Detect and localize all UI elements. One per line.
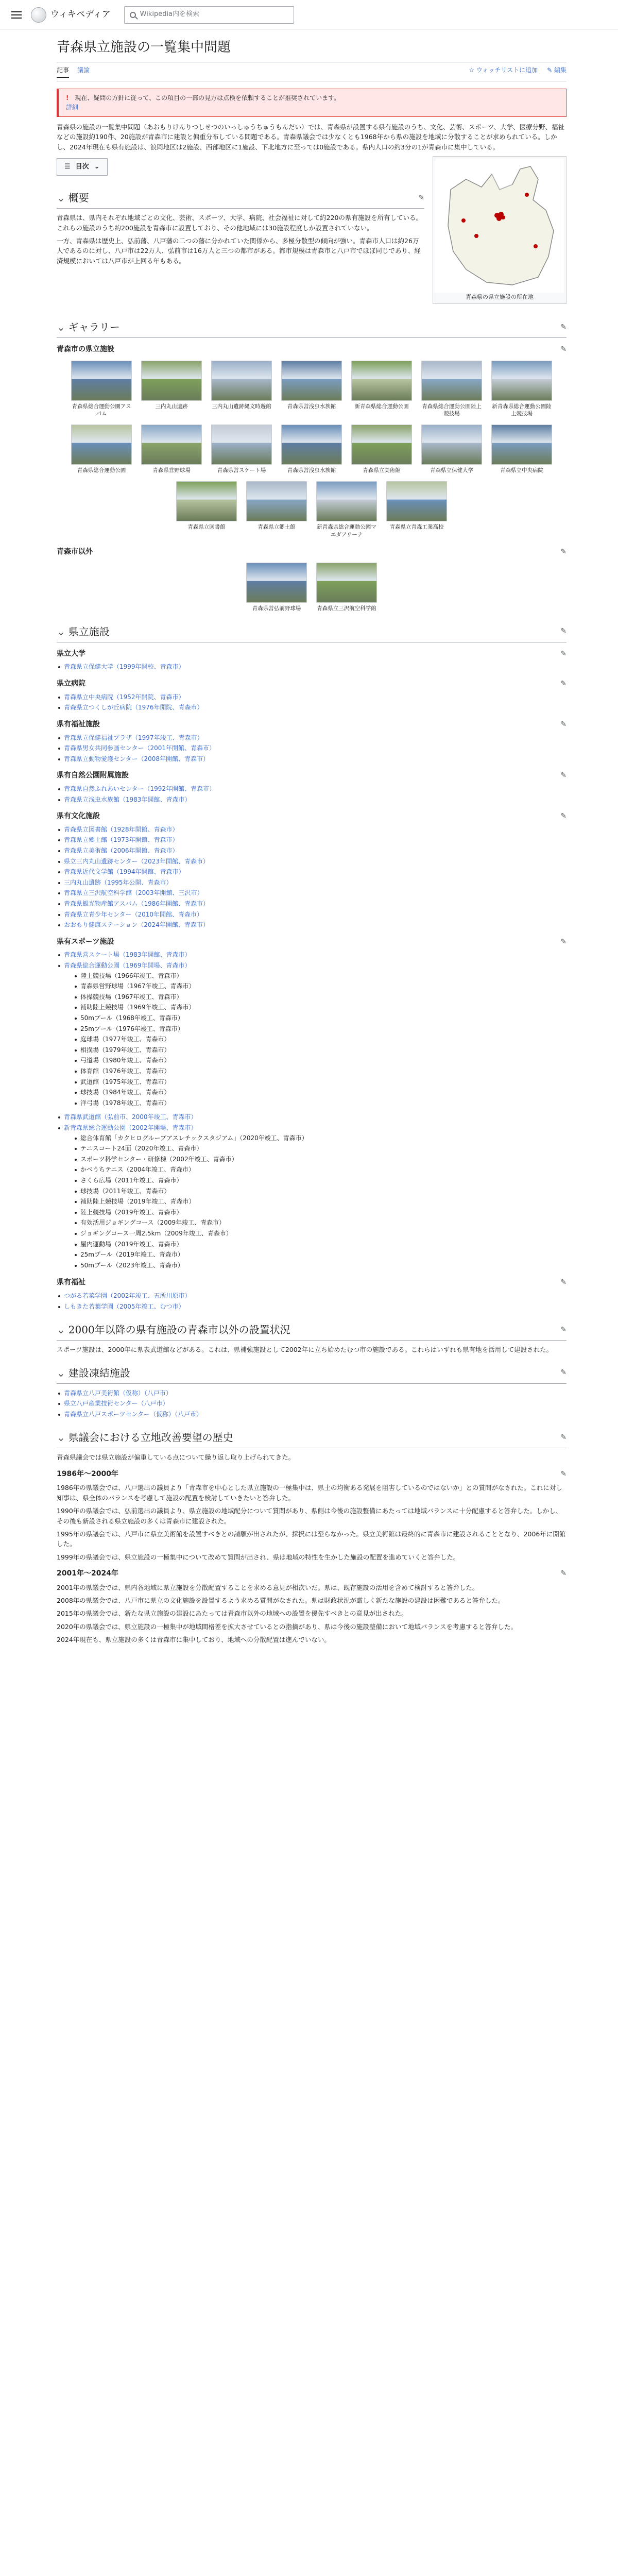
list-item[interactable]	[57, 733, 566, 743]
list-item[interactable]	[57, 692, 566, 703]
list-item[interactable]	[57, 1301, 566, 1312]
gallery-photo[interactable]	[316, 563, 377, 603]
gallery-item[interactable]	[491, 425, 552, 474]
gallery-caption: 青森県総合運動公園アスパム	[72, 403, 131, 417]
culture2-list	[57, 824, 566, 930]
list-item-label[interactable]: 三内丸山遺跡（1995年公開、青森市）	[64, 878, 173, 886]
era1-paragraph: 1999年の県議会では、県立施設の一極集中について改めて質問が出され、県は地域の特性を生かした施設の配置を進めていくと答弁した。	[57, 1553, 460, 1561]
chevron-down-icon: ⌄	[94, 163, 100, 171]
edit-pencil-icon[interactable]: ✎	[560, 1278, 566, 1287]
gallery-item[interactable]	[141, 361, 202, 417]
gallery-item[interactable]	[386, 481, 447, 538]
gallery-photo[interactable]	[211, 425, 272, 465]
list-item-label[interactable]: 青森県立保健大学（1999年開校、青森市）	[64, 663, 185, 671]
gallery-photo[interactable]	[316, 481, 377, 521]
gallery-caption: 青森県立中央病院	[500, 467, 543, 474]
list-item-label[interactable]: 青森県立動物愛護センター（2008年開館、青森市）	[64, 755, 210, 762]
gallery-photo[interactable]	[491, 425, 552, 465]
welfare-title: 県有福祉施設	[57, 720, 100, 728]
list-item-label[interactable]: 青森県総合運動公園（1969年開場、青森市）	[64, 962, 191, 970]
list-item[interactable]	[57, 1409, 566, 1420]
list-item-label[interactable]: 青森県立三沢航空科学館（2003年開館、三沢市）	[64, 889, 203, 897]
sub-list-item: 弓道場（1980年竣工、青森市）	[73, 1055, 566, 1066]
overview-text-2: 一方、青森県は歴史上、弘前藩、八戸藩の二つの藩に分かれていた関係から、多極分散型の傾向が強い。青森市人口は約26万人であるのに対し、八戸市は22万人、弘前市は16万人と三つの都市がある。都市規模は青森市と八戸市でほぼ同じであり、経済規模においては八戸市が上回る年もある。	[57, 237, 421, 265]
gallery-item[interactable]	[351, 425, 412, 474]
gallery-caption: 青森県総合運動公園	[77, 467, 126, 474]
list-item-label[interactable]: つがる若菜学園（2002年竣工、五所川原市）	[64, 1292, 191, 1299]
sub-list-item: 洋弓場（1978年竣工、青森市）	[73, 1098, 566, 1109]
sub-list-item: 体育館（1976年竣工、青森市）	[73, 1066, 566, 1077]
list-item-label[interactable]: 青森県立保健福祉プラザ（1997年竣工、青森市）	[64, 734, 203, 741]
gallery-item[interactable]	[421, 361, 482, 417]
list-item-label[interactable]: おおもり健康ステーション（2024年開館、青森市）	[64, 921, 209, 929]
section-plan-heading: ⌄ 建設凍結施設 ✎	[57, 1362, 566, 1384]
list-item[interactable]	[57, 950, 566, 960]
gallery-caption: 三内丸山遺跡	[155, 403, 188, 410]
watch-label: ウォッチリストに追加	[476, 66, 538, 74]
list-item-label[interactable]: 青森県営スケート場（1983年開館、青森市）	[64, 951, 191, 959]
list-item-label[interactable]: 青森県立青少年センター（2010年開館、青森市）	[64, 910, 203, 918]
gallery-caption: 青森県総合運動公園陸上競技場	[422, 403, 482, 417]
era1-heading	[57, 1469, 566, 1480]
gallery-caption: 青森県立三沢航空科学館	[317, 605, 376, 612]
gallery-caption: 青森県営浅虫水族館	[287, 467, 336, 474]
list-item[interactable]	[57, 856, 566, 867]
top-bar	[0, 0, 618, 30]
list-item[interactable]	[57, 877, 566, 888]
gallery-photo[interactable]	[141, 361, 202, 401]
gallery-caption: 青森県立郷土館	[258, 524, 296, 531]
gallery-item[interactable]	[421, 425, 482, 474]
gallery-item[interactable]	[316, 563, 377, 612]
gallery-item[interactable]	[316, 481, 377, 538]
sub-list-item: 球技場（1984年竣工、青森市）	[73, 1087, 566, 1098]
gallery-item[interactable]	[281, 361, 342, 417]
menu-icon[interactable]	[11, 11, 22, 19]
hospital-title: 県立病院	[57, 679, 85, 688]
list-item-label[interactable]: 青森県近代文学館（1994年開館、青森市）	[64, 868, 185, 876]
section-after2000-title: 2000年以降の県有施設の青森市以外の設置状況	[68, 1324, 290, 1336]
map-figure	[433, 156, 566, 304]
sub-list-item: 体操競技場（1967年竣工、青森市）	[73, 992, 566, 1003]
list-item-label[interactable]: 青森県男女共同参画センター（2001年開館、青森市）	[64, 744, 216, 752]
history-text: 青森県議会では県立施設が偏重している点について繰り返し取り上げられてきた。	[57, 1453, 295, 1462]
search-input[interactable]	[124, 6, 294, 24]
gallery-other	[57, 563, 566, 612]
other-title: 青森市以外	[57, 547, 93, 556]
gallery-photo[interactable]	[211, 361, 272, 401]
sports-list	[57, 950, 566, 1109]
list-item[interactable]	[57, 867, 566, 877]
gallery-item[interactable]	[141, 425, 202, 474]
sub-list	[73, 971, 566, 1109]
section-gallery-title: ギャラリー	[68, 321, 120, 334]
toc-label: 目次	[75, 163, 89, 171]
univ-list	[57, 662, 566, 672]
gallery-photo[interactable]	[246, 481, 307, 521]
edit-pencil-icon[interactable]: ✎	[560, 1325, 566, 1334]
era1-paragraph: 1986年の県議会では、八戸選出の議員より「青森市を中心とした県立施設の一極集中は、県土の均衡ある発展を阻害しているのではないか」との質問がなされた。これに対し知事は、県全体のバランスを考慮して施設の配置を検討していきたいと答弁した。	[57, 1484, 562, 1502]
edit-pencil-icon[interactable]: ✎	[560, 771, 566, 780]
welfare2-list	[57, 1291, 566, 1312]
search-placeholder: Wikipedia内を検索	[140, 10, 200, 19]
culture2-title: 県有文化施設	[57, 812, 100, 821]
list-item[interactable]	[57, 702, 566, 713]
gallery-item[interactable]	[281, 425, 342, 474]
sub-list-item: 陸上競技場（1966年竣工、青森市）	[73, 971, 566, 981]
era2-heading	[57, 1568, 566, 1580]
list-item-label[interactable]: 青森県立八戸スポーツセンター（仮称）（八戸市）	[64, 1410, 203, 1418]
edit-pencil-icon[interactable]: ✎	[560, 812, 566, 821]
gallery-photo[interactable]	[246, 563, 307, 603]
gallery-caption: 青森県営スケート場	[217, 467, 266, 474]
gallery-photo[interactable]	[351, 361, 412, 401]
sub-list-item: 50mプール（2023年竣工、青森市）	[73, 1260, 566, 1271]
era1-paragraph: 1995年の県議会では、八戸市に県立美術館を設置すべきとの請願が出されたが、採択には至らなかった。県立美術館は最終的に青森市に建設されることとなり、2006年に開館した。	[57, 1530, 566, 1548]
list-item-label[interactable]: 新青森県総合運動公園（2002年開場、青森市）	[64, 1124, 197, 1131]
toc-button[interactable]	[57, 158, 108, 176]
edit-pencil-icon[interactable]: ✎	[560, 679, 566, 688]
era2-paragraph: 2015年の県議会では、新たな県立施設の建設にあたっては青森市以外の地域への設置を優先すべきとの意見が出された。	[57, 1609, 408, 1618]
list-item-label[interactable]: 青森県立中央病院（1952年開院、青森市）	[64, 693, 185, 701]
section-after2000-heading: ⌄ 2000年以降の県有施設の青森市以外の設置状況 ✎	[57, 1319, 566, 1341]
section-history-title: 県議会における立地改善要望の歴史	[68, 1431, 233, 1444]
list-item[interactable]	[57, 1388, 566, 1399]
list-item-label[interactable]: 青森県立郷土館（1973年開館、青森市）	[64, 836, 179, 844]
warning-icon: !	[66, 94, 69, 101]
overview-text: 青森県は、県内それぞれ地域ごとの文化、芸術、スポーツ、大学、病院、社会福祉に対して約220の県有施設を所有している。これらの施設のうち約200施設を青森市に設置しており、その他地域には30施設程度しか設置されていない。	[57, 214, 422, 232]
gallery-photo[interactable]	[141, 425, 202, 465]
sub-list-item: 総合体育館「カクヒログループアスレチックスタジアム」（2020年竣工、青森市）	[73, 1133, 566, 1144]
list-item[interactable]	[57, 835, 566, 845]
list-item[interactable]	[57, 794, 566, 805]
aomori-city-title: 青森市の県立施設	[57, 345, 114, 354]
list-item[interactable]	[57, 920, 566, 930]
gallery-caption: 新青森県総合運動公園陸上競技場	[492, 403, 552, 417]
sub-list-item: かべうちテニス（2004年竣工、青森市）	[73, 1164, 566, 1175]
tab-article[interactable]: 記事	[57, 65, 69, 78]
section-plan-title: 建設凍結施設	[68, 1366, 130, 1379]
list-item[interactable]	[57, 824, 566, 835]
edit-pencil-icon[interactable]: ✎	[560, 649, 566, 658]
gallery-item[interactable]	[491, 361, 552, 417]
gallery-photo[interactable]	[281, 425, 342, 465]
globe-icon	[31, 7, 46, 23]
list-item-label[interactable]: しもきた若葉学園（2005年竣工、むつ市）	[64, 1302, 185, 1310]
gallery-caption: 新青森県総合運動公園マエダアリーナ	[317, 524, 376, 538]
notice-link[interactable]: 詳細	[66, 104, 79, 111]
main-content	[57, 30, 566, 1669]
era1-paragraph: 1990年の県議会では、弘前選出の議員より、県立施設の地域配分について質問があり、県側は今後の施設整備にあたっては地域バランスに十分配慮すると答弁した。しかし、その後も新設される県立施設の多くは青森市に建設された。	[57, 1507, 562, 1525]
gallery-photo[interactable]	[386, 481, 447, 521]
gallery-caption: 青森県営浅虫水族館	[287, 403, 336, 410]
list-item[interactable]	[57, 662, 566, 672]
cultural-list	[57, 784, 566, 805]
sub-list-item: 補助陸上競技場（1969年竣工、青森市）	[73, 1002, 566, 1013]
list-item[interactable]	[57, 1291, 566, 1301]
gallery-caption: 青森県立美術館	[363, 467, 401, 474]
list-item-label[interactable]: 県立八戸産業技術センター（八戸市）	[64, 1400, 169, 1408]
hospital-list	[57, 692, 566, 713]
after2000-text: スポーツ施設は、2000年に県表武道館などがある。これは、県補強施設として2002年に立ち始めたむつ市の施設である。これらはいずれも県有地を活用して建設された。	[57, 1346, 553, 1354]
gallery-photo[interactable]	[71, 425, 132, 465]
list-item-label[interactable]: 青森県立つくしが丘病院（1976年開院、青森市）	[64, 704, 203, 711]
edit-pencil-icon[interactable]: ✎	[418, 194, 424, 202]
hospital-heading	[57, 679, 566, 690]
edit-button[interactable]: ✎ 編集	[547, 66, 566, 74]
sub-list-item: 青森県営野球場（1967年竣工、青森市）	[73, 981, 566, 992]
list-item[interactable]	[57, 1398, 566, 1409]
edit-pencil-icon[interactable]: ✎	[560, 345, 566, 354]
list-item-label[interactable]: 青森県立八戸美術館（仮称）（八戸市）	[64, 1389, 173, 1397]
sub-list-item: 補助陸上競技場（2019年竣工、青森市）	[73, 1196, 566, 1207]
list-item[interactable]	[57, 1112, 566, 1123]
sub-list-item: スポーツ科学センター・研修棟（2002年竣工、青森市）	[73, 1154, 566, 1165]
edit-pencil-icon[interactable]: ✎	[560, 937, 566, 946]
sub-list-item: 武道館（1975年竣工、青森市）	[73, 1077, 566, 1088]
page-tabs	[57, 62, 566, 81]
sub-list-item: 有効活用ジョギングコース（2009年竣工、青森市）	[73, 1217, 566, 1228]
list-item[interactable]	[57, 1123, 566, 1271]
list-item-label[interactable]: 青森県自然ふれあいセンター（1992年開館、青森市）	[64, 785, 216, 792]
aomori-map	[435, 159, 564, 293]
list-item-label[interactable]: 青森県武道館（弘前市、2000年竣工、青森市）	[64, 1113, 197, 1121]
gallery-caption: 三内丸山遺跡縄文時遊館	[212, 403, 271, 410]
edit-pencil-icon[interactable]: ✎	[560, 1569, 566, 1578]
section-overview-heading: ⌄ 概要 ✎	[57, 187, 424, 209]
sub-list-item: テニスコート24面（2020年竣工、青森市）	[73, 1143, 566, 1154]
welfare2-title: 県有福祉	[57, 1278, 85, 1287]
notice-text: 現在、疑問の方針に従って、この項目の一部の見方は点検を依頼することが推奨されています。	[75, 94, 340, 101]
map-caption: 青森県の県立施設の所在地	[466, 294, 534, 301]
site-logo[interactable]	[31, 7, 111, 23]
search-icon	[130, 12, 136, 18]
edit-pencil-icon[interactable]: ✎	[560, 1433, 566, 1442]
gallery-photo[interactable]	[281, 361, 342, 401]
gallery-item[interactable]	[211, 425, 272, 474]
sports-list-2	[57, 1112, 566, 1271]
welfare-heading	[57, 719, 566, 731]
era2-paragraph: 2020年の県議会では、県立施設の一極集中が地域間格差を拡大させているとの指摘があり、県は今後の施設整備において地域バランスを考慮すると答弁した。	[57, 1622, 517, 1631]
gallery-photo[interactable]	[491, 361, 552, 401]
gallery-item[interactable]	[246, 481, 307, 538]
gallery-caption: 新青森県総合運動公園	[354, 403, 409, 410]
edit-pencil-icon[interactable]: ✎	[560, 1469, 566, 1478]
sub-list-item: 25mプール（2019年竣工、青森市）	[73, 1249, 566, 1260]
gallery-caption: 青森県立保健大学	[430, 467, 473, 474]
gallery-item[interactable]	[246, 563, 307, 612]
list-item[interactable]	[57, 888, 566, 899]
list-item[interactable]	[57, 960, 566, 1109]
sub-list-item: 50mプール（1968年竣工、青森市）	[73, 1013, 566, 1024]
sports-heading	[57, 937, 566, 948]
gallery-aomori	[57, 361, 566, 538]
gallery-photo[interactable]	[176, 481, 237, 521]
gallery-item[interactable]	[71, 361, 132, 417]
list-item[interactable]	[57, 845, 566, 856]
list-item[interactable]	[57, 754, 566, 765]
list-item[interactable]	[57, 909, 566, 920]
culture2-heading	[57, 811, 566, 822]
era2-title: 2001年～2024年	[57, 1569, 118, 1578]
list-item[interactable]	[57, 784, 566, 794]
section-facilities-title: 県立施設	[68, 625, 110, 638]
gallery-item[interactable]	[71, 425, 132, 474]
list-item-label[interactable]: 青森県立美術館（2006年開館、青森市）	[64, 847, 179, 855]
site-name: ウィキペディア	[50, 9, 111, 20]
edit-label: 編集	[554, 66, 566, 74]
list-icon: ☰	[64, 163, 71, 171]
section-history-heading: ⌄ 県議会における立地改善要望の歴史 ✎	[57, 1427, 566, 1448]
list-item[interactable]	[57, 743, 566, 754]
edit-pencil-icon[interactable]: ✎	[560, 1368, 566, 1377]
edit-pencil-icon[interactable]: ✎	[560, 627, 566, 636]
plan-list	[57, 1388, 566, 1420]
era2-paragraph: 2024年現在も、県立施設の多くは青森市に集中しており、地域への分散配置は進んでいない。	[57, 1636, 331, 1644]
section-facilities-heading: ⌄ 県立施設 ✎	[57, 621, 566, 642]
sub-list-item: 25mプール（1976年竣工、青森市）	[73, 1024, 566, 1035]
maintenance-notice	[57, 89, 566, 117]
page-title: 青森県立施設の一覧集中問題	[57, 30, 566, 62]
gallery-caption: 青森県営野球場	[152, 467, 191, 474]
watch-button[interactable]: ☆ ウォッチリストに追加	[469, 66, 538, 74]
edit-pencil-icon[interactable]: ✎	[560, 720, 566, 728]
sub-list-item: 陸上競技場（2019年竣工、青森市）	[73, 1207, 566, 1218]
sub-list-item: 相撲場（1979年竣工、青森市）	[73, 1045, 566, 1056]
gallery-item[interactable]	[351, 361, 412, 417]
list-item-label[interactable]: 青森県観光物産館アスパム（1986年開館、青森市）	[64, 900, 210, 907]
sub-list-item: 球技場（2011年竣工、青森市）	[73, 1186, 566, 1197]
edit-pencil-icon[interactable]: ✎	[560, 547, 566, 556]
gallery-photo[interactable]	[421, 361, 482, 401]
sub-list-item: 屋内運動場（2019年竣工、青森市）	[73, 1239, 566, 1250]
list-item-label[interactable]: 青森県立浅虫水族館（1983年開館、青森市）	[64, 795, 191, 803]
section-gallery-heading: ⌄ ギャラリー ✎	[57, 316, 566, 338]
intro-paragraph: 青森県の施設の一覧集中問題（あおもりけんりつしせつのいっしゅうちゅうもんだい）では、青森県が設置する県有施設のうち、文化、芸術、スポーツ、大学、医療分野、福祉などの施設約190件、20施設が青森市に建設と偏重分布している問題である。青森県議会では少なくとも1968年から県の施設を地域に分散することが求められている。しかし、2024年現在も県有施設は、浪岡地区は2施設、西部地区に1施設、下北地方に至っては0施設である。県内人口の約3分の1が青森市に集中している。	[57, 123, 565, 151]
cultural-title: 県有自然公園附属施設	[57, 771, 129, 780]
list-item[interactable]	[57, 899, 566, 909]
univ-heading	[57, 649, 566, 660]
section-overview-title: 概要	[68, 192, 89, 205]
gallery-item[interactable]	[176, 481, 237, 538]
era2-paragraph: 2008年の県議会では、八戸市に県立の文化施設を設置するよう求める質問がなされた。県は財政状況が厳しく新たな施設の建設は困難であると答弁した。	[57, 1597, 505, 1605]
univ-title: 県立大学	[57, 649, 85, 658]
gallery-item[interactable]	[211, 361, 272, 417]
aomori-city-heading	[57, 344, 566, 355]
sub-list-item: 庭球場（1977年竣工、青森市）	[73, 1034, 566, 1045]
sub-list-item: さくら広場（2011年竣工、青森市）	[73, 1175, 566, 1186]
tab-talk[interactable]: 議論	[77, 66, 90, 74]
list-item-label[interactable]: 青森県立図書館（1928年開館、青森市）	[64, 825, 179, 833]
gallery-photo[interactable]	[71, 361, 132, 401]
gallery-caption: 青森県立青森工業高校	[389, 524, 444, 531]
era2-paragraph: 2001年の県議会では、県内各地域に県立施設を分散配置することを求める意見が相次いだ。県は、既存施設の活用を含めて検討すると答弁した。	[57, 1583, 479, 1591]
gallery-caption: 青森県営弘前野球場	[252, 605, 301, 612]
welfare-list	[57, 733, 566, 765]
gallery-photo[interactable]	[421, 425, 482, 465]
era1-title: 1986年～2000年	[57, 1469, 118, 1478]
sub-list-item: ジョギングコース一周2.5km（2009年竣工、青森市）	[73, 1228, 566, 1239]
gallery-photo[interactable]	[351, 425, 412, 465]
other-heading	[57, 547, 566, 558]
list-item-label[interactable]: 県立三内丸山遺跡センター（2023年開館、青森市）	[64, 857, 210, 865]
sports-title: 県有スポーツ施設	[57, 937, 114, 946]
gallery-caption: 青森県立図書館	[187, 524, 226, 531]
sub-list	[73, 1133, 566, 1271]
edit-pencil-icon[interactable]: ✎	[560, 323, 566, 331]
cultural-heading	[57, 770, 566, 782]
welfare2-heading	[57, 1277, 566, 1289]
